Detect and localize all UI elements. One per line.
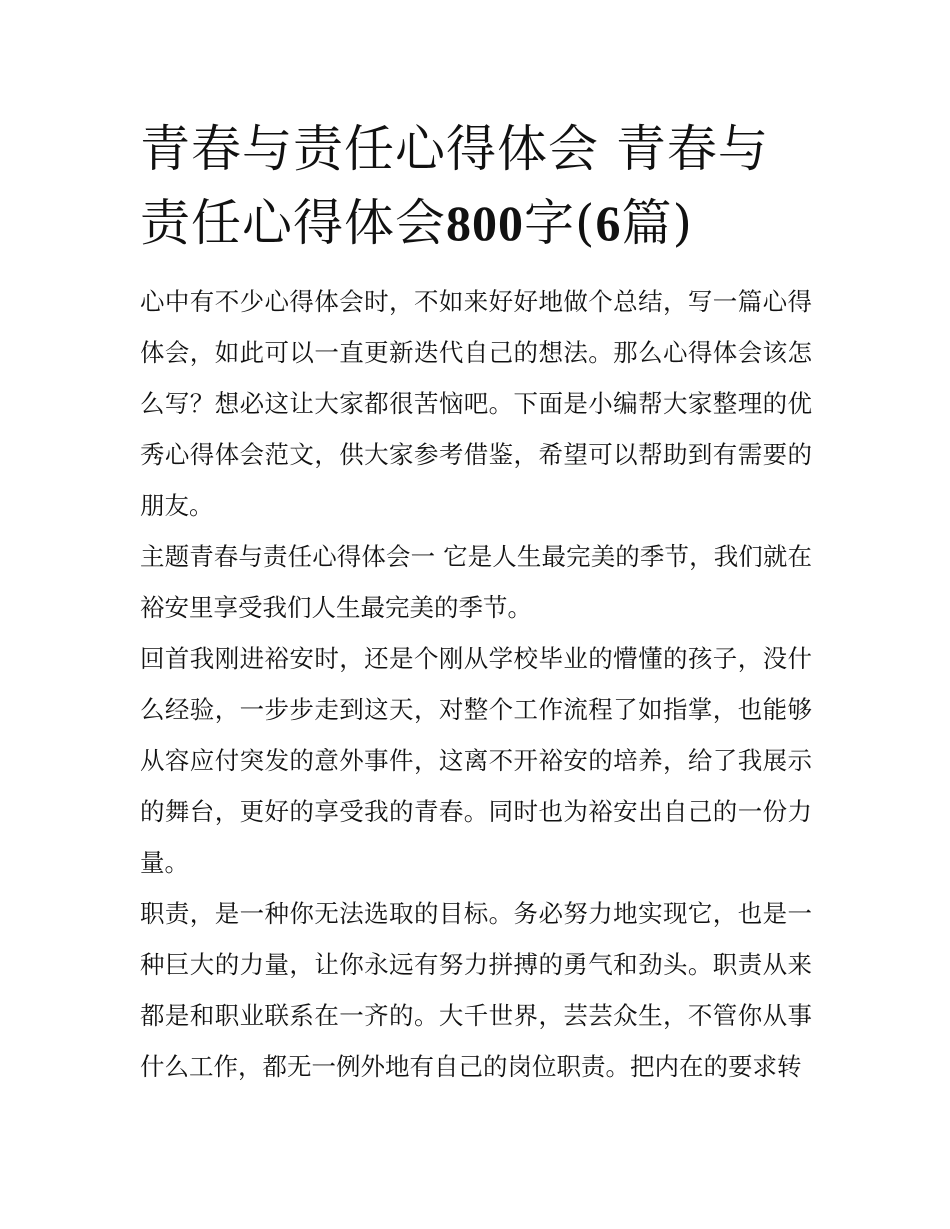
document-body (140, 276, 812, 1092)
document-content (140, 112, 812, 1092)
title-text-part3: 篇) (621, 194, 694, 252)
paragraph-recollection: 回首我刚进裕安时，还是个刚从学校毕业的懵懂的孩子，没什么经验，一步步走到这天，对整个工作流程了如指掌，也能够从容应付突发的意外事件，这离不开裕安的培养，给了我展示的舞台，更好的享受我的青春。同时也为裕安出自己的一份力量。 (140, 644, 812, 877)
title-number-6: 6 (595, 195, 622, 251)
paragraph-theme: 主题青春与责任心得体会一 它是人生最完美的季节，我们就在裕安里享受我们人生最完美的季节。 (140, 542, 812, 622)
title-text-part1: 青春与责任心得体会 青春与责任心得体会 (140, 120, 769, 252)
paragraph-intro: 心中有不少心得体会时，不如来好好地做个总结，写一篇心得体会，如此可以一直更新迭代自己的想法。那么心得体会该怎么写？想必这让大家都很苦恼吧。下面是小编帮大家整理的优秀心得体会范文，供大家参考借鉴，希望可以帮助到有需要的朋友。 (140, 287, 812, 520)
paragraph-responsibility: 职责，是一种你无法选取的目标。务必努力地实现它，也是一种巨大的力量，让你永远有努力拼搏的勇气和劲头。职责从来都是和职业联系在一齐的。大千世界，芸芸众生，不管你从事什么工作，都无一例外地有自己的岗位职责。把内在的要求转 (140, 899, 812, 1081)
title-text-part2: 字( (524, 194, 596, 252)
document-title (140, 112, 812, 260)
title-number-800: 800 (446, 195, 524, 251)
